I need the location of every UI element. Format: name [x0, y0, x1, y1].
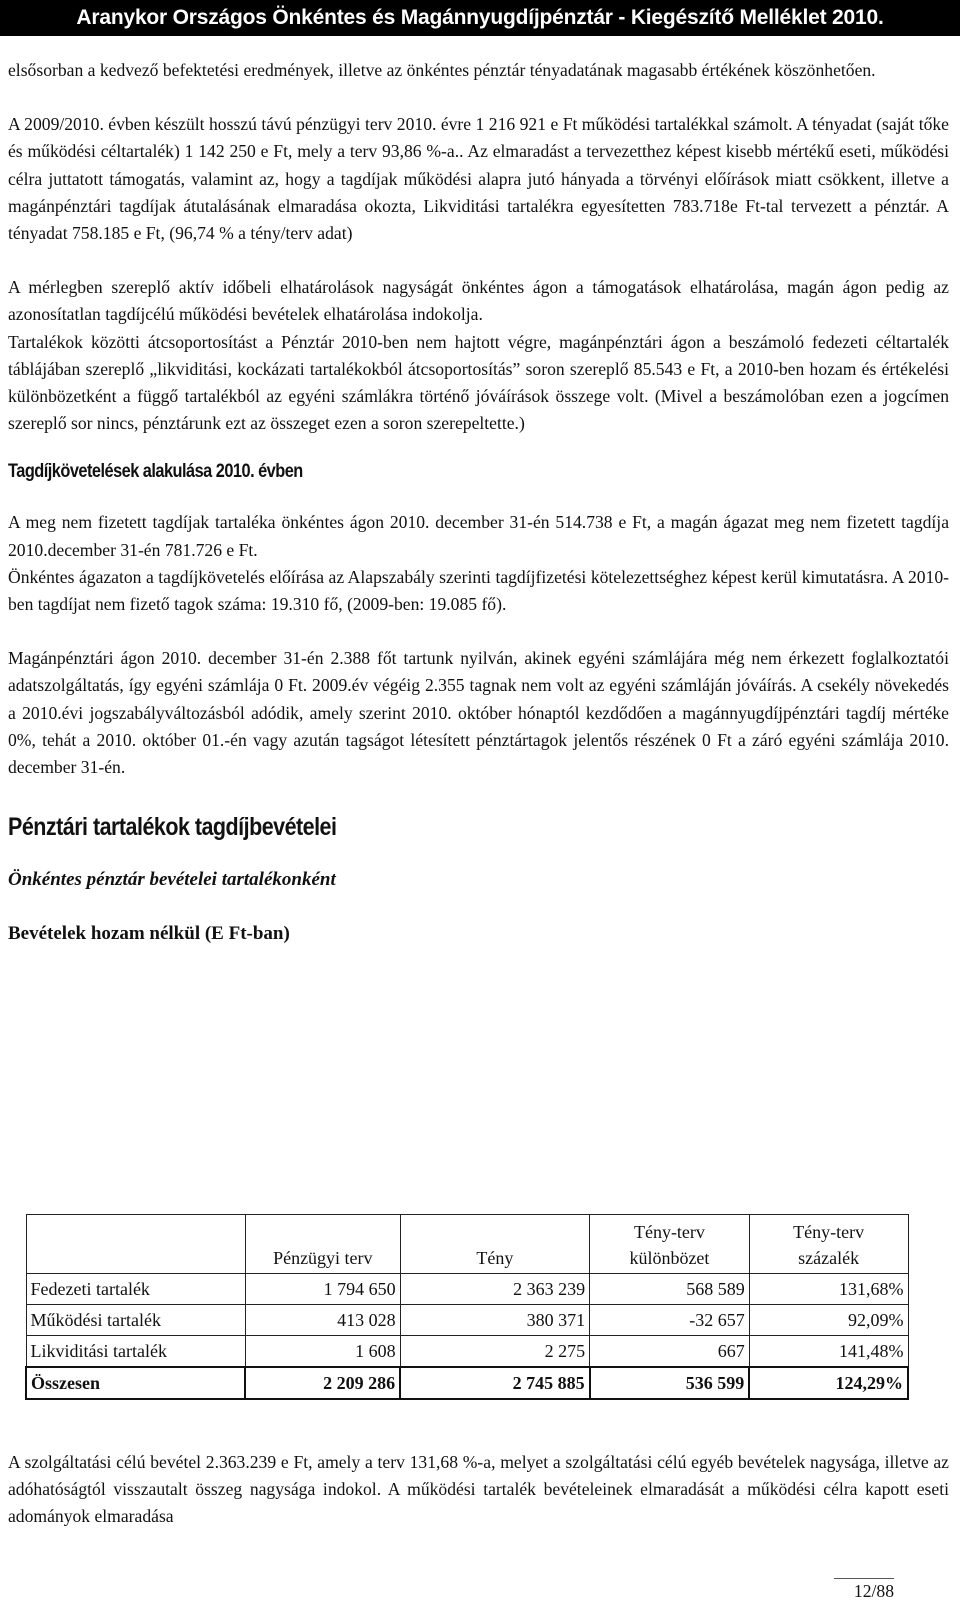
header-percentage: Tény-terv százalék [749, 1215, 908, 1274]
cell-actual: 380 371 [400, 1305, 589, 1336]
subheading-voluntary-revenue: Önkéntes pénztár bevételei tartalékonként [8, 869, 336, 891]
table-header-row [26, 1215, 908, 1274]
document-header [0, 0, 960, 36]
table-row [26, 1274, 908, 1305]
paragraph-accruals: A mérlegben szereplő aktív időbeli elhatárolások nagyságát önkéntes ágon a támogatások elhatárolása, magán ágon pedig az azonosítatlan tagdíjcélú működési bevételek elhatárolása indokolja. [8, 277, 949, 325]
total-label: Összesen [26, 1367, 245, 1399]
header-plan: Pénzügyi terv [245, 1215, 400, 1274]
cell-actual: 2 363 239 [400, 1274, 589, 1305]
cell-plan: 1 608 [245, 1336, 400, 1368]
paragraph-reallocation: Tartalékok közötti átcsoportosítást a Pénztár 2010-ben nem hajtott végre, magánpénztári ágon a beszámoló fedezeti céltartalék táblájában szereplő „likviditási, kockázati tartalékokból átcsoportosítás” soron szereplő 85.543 e Ft, a 2010-ben hozam és értékelési különbözetként a függő tartalékból az egyéni számlákra történő jóváírások összege volt. (Mivel a beszámolóban ezen a jogcímen szereplő sor nincs, pénztárunk ezt az összeget ezen a soron szerepeltette.) [8, 331, 949, 434]
paragraph-private-fund-members: Magánpénztári ágon 2010. december 31-én 2.388 főt tartunk nyilván, akinek egyéni számlájára még nem érkezett foglalkoztatói adatszolgáltatás, így egyéni számlája 0 Ft. 2009.év végéig 2.355 tagnak nem volt az egyéni számláján jóváírás. A csekély növekedés a 2010.évi jogszabályváltozásból adódik, amely szerint 2010. október hónaptól kezdődően a magánnyugdíjpénztári tagdíj mértéke 0%, tehát a 2010. október 01.-én vagy azután tagságot létesített pénztártagok jelentős részének 0 Ft a záró egyéni számlája 2010. december 31-én. [8, 648, 949, 778]
row-label: Működési tartalék [26, 1305, 245, 1336]
cell-plan: 413 028 [245, 1305, 400, 1336]
row-label: Fedezeti tartalék [26, 1274, 245, 1305]
total-difference: 536 599 [590, 1367, 750, 1399]
table-total-row [26, 1367, 908, 1399]
revenue-table [25, 1214, 909, 1400]
cell-difference: 568 589 [590, 1274, 750, 1305]
paragraph-unpaid-fees: A meg nem fizetett tagdíjak tartaléka önkéntes ágon 2010. december 31-én 514.738 e Ft, a magán ágazat meg nem fizetett tagdíja 2010.december 31-én 781.726 e Ft. [8, 512, 949, 560]
paragraph-service-revenue: A szolgáltatási célú bevétel 2.363.239 e Ft, amely a terv 131,68 %-a, melyet a szolgáltatási célú egyéb bevételek nagysága, illetve az adóhatóságtól visszautalt összeg nagysága indokol. A működési tartalék bevételeinek elmaradását a működési célra kapott eseti adományok elmaradása [8, 1452, 949, 1527]
table-row [26, 1336, 908, 1368]
total-percentage: 124,29% [749, 1367, 908, 1399]
heading-membership-receivables: Tagdíjkövetelések alakulása 2010. évben [8, 461, 303, 483]
cell-plan: 1 794 650 [245, 1274, 400, 1305]
table-row [26, 1305, 908, 1336]
header-label [26, 1215, 245, 1274]
subheading-revenue-without-yield: Bevételek hozam nélkül (E Ft-ban) [8, 923, 290, 945]
header-actual: Tény [400, 1215, 589, 1274]
heading-reserves-revenue: Pénztári tartalékok tagdíjbevételei [8, 813, 337, 842]
cell-difference: 667 [590, 1336, 750, 1368]
paragraph-financial-plan: A 2009/2010. évben készült hosszú távú pénzügyi terv 2010. évre 1 216 921 e Ft működési tartalékkal számolt. A tényadat (saját tőke és működési céltartalék) 1 142 250 e Ft, mely a terv 93,86 %-a.. Az elmaradást a tervezetthez képest kisebb mértékű eseti, működési célra juttatott támogatás, valamint az, hogy a tagdíjak működési alapra jutó hányada a törvényi előírások miatt csökkent, illetve a magánpénztári tagdíjak átutalásának elmaradása okozta, Likviditási tartalékra egyesítetten 783.718e Ft-tal tervezett a pénztár. A tényadat 758.185 e Ft, (96,74 % a tény/terv adat) [8, 114, 949, 244]
paragraph-intro-continuation: elsősorban a kedvező befektetési eredmények, illetve az önkéntes pénztár tényadatának magasabb értékének köszönhetően. [8, 60, 876, 80]
paragraph-voluntary-receivables: Önkéntes ágazaton a tagdíjkövetelés előírása az Alapszabály szerinti tagdíjfizetési kötelezettséghez képest kerül kimutatásra. A 2010-ben tagdíjat nem fizető tagok száma: 19.310 fő, (2009-ben: 19.085 fő). [8, 566, 949, 615]
header-difference: Tény-terv különbözet [590, 1215, 750, 1274]
cell-actual: 2 275 [400, 1336, 589, 1368]
total-actual: 2 745 885 [400, 1367, 589, 1399]
cell-difference: -32 657 [590, 1305, 750, 1336]
row-label: Likviditási tartalék [26, 1336, 245, 1368]
header-title: Aranykor Országos Önkéntes és Magánnyugdíjpénztár - Kiegészítő Melléklet 2010. [76, 6, 884, 29]
cell-percentage: 92,09% [749, 1305, 908, 1336]
document-body [8, 57, 949, 947]
document-body-continued [8, 1449, 949, 1531]
cell-percentage: 141,48% [749, 1336, 908, 1368]
cell-percentage: 131,68% [749, 1274, 908, 1305]
page-number: 12/88 [834, 1578, 894, 1602]
total-plan: 2 209 286 [245, 1367, 400, 1399]
